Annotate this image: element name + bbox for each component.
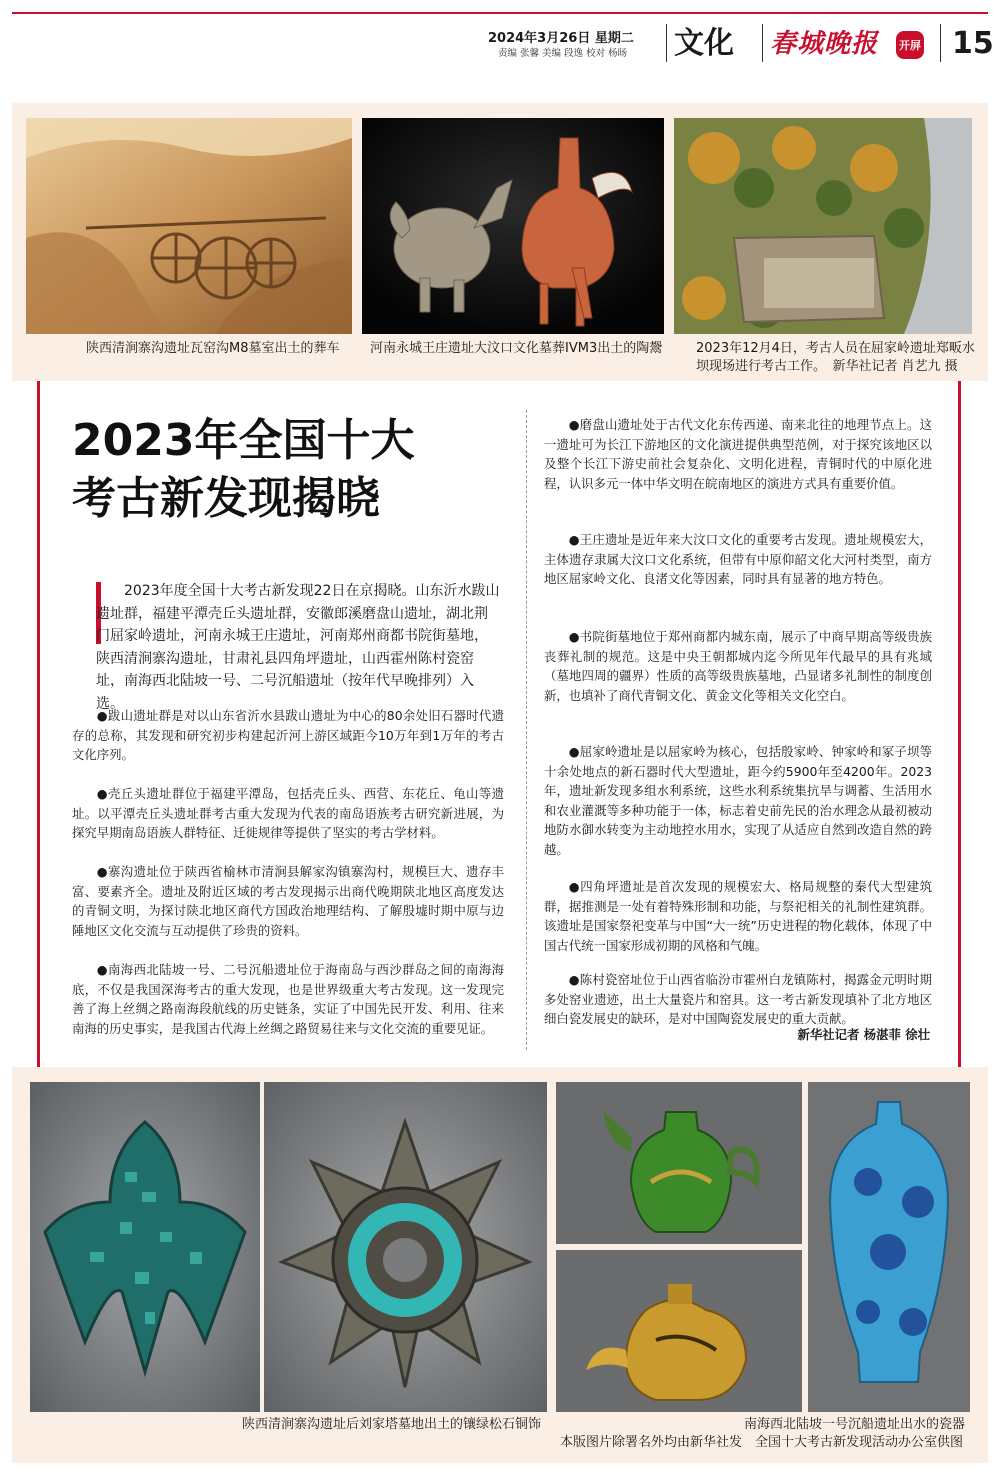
masthead-divider <box>940 24 941 62</box>
article-paragraph: ●屈家岭遗址是以屈家岭为核心，包括殷家岭、钟家岭和冢子坝等十余处地点的新石器时代大型遗址，距今约5900年至4200年。2023年，遗址新发现多组水利系统，这些水利系统集抗旱与调蓄、生活用水和农业灌溉等多种功能于一体，标志着史前先民的治水理念从最初被动地防水御水转变为主动地控水用水，实现了从适应自然到改造自然的跨越。 <box>544 744 932 857</box>
photo-qujialing-site <box>674 118 972 334</box>
bottom-photo-caption: 南海西北陆坡一号沉船遗址出水的瓷器 <box>744 1417 966 1432</box>
article-frame-right <box>958 381 961 1067</box>
issue-date: 2024年3月26日 星期二 <box>488 31 634 46</box>
photo-credit: 本版图片除署名外均由新华社发 全国十大考古新发现活动办公室供图 <box>560 1435 964 1450</box>
section-title: 文化 <box>674 26 734 61</box>
article-paragraph: ●南海西北陆坡一号、二号沉船遗址位于海南岛与西沙群岛之间的南海海底，不仅是我国深海考古的重大发现，也是世界级重大考古发现。这一发现完善了海上丝绸之路南海段航线的历史链条，实证了中国先民开发、利用、往来南海的历史事实，是我国古代海上丝绸之路贸易往来与文化交流的重要见证。 <box>72 962 504 1036</box>
masthead-divider <box>762 24 763 62</box>
article-paragraph: ●书院街墓地位于郑州商都内城东南，展示了中商早期高等级贵族丧葬礼制的规范。这是中央王朝都城内迄今所见年代最早的具有兆域（墓地四周的疆界）性质的高等级贵族墓地，凸显诸多礼制性的制度创新，也填补了商代青铜文化、黄金文化等相关文化空白。 <box>544 629 932 703</box>
article-paragraph: ●寨沟遗址位于陕西省榆林市清涧县解家沟镇寨沟村，规模巨大、遗存丰富、要素齐全。遗址及附近区域的考古发现揭示出商代晚期陕北地区高度发达的青铜文明，为探讨陕北地区商代方国政治地理结构、了解殷墟时期中原与边陲地区文化交流与互动提供了珍贵的资料。 <box>72 864 504 938</box>
article-paragraph: ●四角坪遗址是首次发现的规模宏大、格局规整的秦代大型建筑群，据推测是一处有着特殊形制和功能，与祭祀相关的礼制性建筑群。该遗址是国家祭祀变革与中国“大一统”历史进程的物化载体，体现了中国古代统一国家形成初期的风格和气魄。 <box>544 879 932 953</box>
photo-green-glaze-ewer <box>556 1082 802 1244</box>
top-rule <box>12 12 988 14</box>
app-seal-icon: 开屏 <box>896 31 924 59</box>
article-frame-left <box>37 381 40 1067</box>
article-headline <box>72 412 512 528</box>
headline-line: 考古新发现揭晓 <box>72 473 380 524</box>
editor-credits: 责编 张馨 美编 段逸 校对 杨旸 <box>498 48 628 59</box>
photo-blue-meiping-vase <box>808 1082 970 1412</box>
headline-line: 2023年全国十大 <box>72 415 415 466</box>
top-photo-caption: 2023年12月4日，考古人员在屈家岭遗址郑畈水坝现场进行考古工作。 新华社记者 肖艺九 摄 <box>696 341 975 374</box>
article-paragraph: ●磨盘山遗址处于古代文化东传西递、南来北往的地理节点上。这一遗址可为长江下游地区的文化演进提供典型范例，对于探究该地区以及整个长江下游史前社会复杂化、文明化进程，青铜时代的中原化进程，认识多元一体中华文明在皖南地区的演进方式具有重要价值。 <box>544 417 932 491</box>
top-photo-caption: 河南永城王庄遗址大汶口文化墓葬IVM3出土的陶鬶 <box>370 341 663 356</box>
article-paragraph: ●跋山遗址群是对以山东省沂水县跋山遗址为中心的80余处旧石器时代遗存的总称，其发现和研究初步构建起沂河上游区域距今10万年到1万年的考古文化序列。 <box>72 708 504 763</box>
article-lead: 2023年度全国十大考古新发现22日在京揭晓。山东沂水跋山遗址群，福建平潭壳丘头遗址群，安徽郎溪磨盘山遗址，湖北荆门屈家岭遗址，河南永城王庄遗址，河南郑州商都书院街墓地，陕西清涧寨沟遗址，甘肃礼县四角坪遗址，山西霍州陈村瓷窑址，南海西北陆坡一号、二号沉船遗址（按年代早晚排列）入选。 <box>96 583 500 712</box>
reporter-credit: 新华社记者 杨湛菲 徐壮 <box>797 1027 930 1042</box>
top-photo-caption: 陕西清涧寨沟遗址瓦窑沟M8墓室出土的葬车 <box>86 341 340 356</box>
bottom-photo-caption: 陕西清涧寨沟遗址后刘家塔墓地出土的镶绿松石铜饰 <box>242 1417 542 1432</box>
page-number: 15 <box>952 26 994 61</box>
article-paragraph: ●壳丘头遗址群位于福建平潭岛，包括壳丘头、西营、东花丘、龟山等遗址。以平潭壳丘头遗址群考古重大发现为代表的南岛语族考古研究新进展，为探究早期南岛语族人群特征、迁徙规律等提供了坚实的考古学材料。 <box>72 786 504 841</box>
photo-pottery-gui <box>362 118 664 334</box>
photo-elephant-teapot <box>556 1250 802 1412</box>
column-divider <box>526 410 527 1050</box>
article-paragraph: ●王庄遗址是近年来大汶口文化的重要考古发现。遗址规模宏大，主体遗存隶属大汶口文化系统，但带有中原仰韶文化大河村类型，南方地区屈家岭文化、良渚文化等因素，同时具有显著的地方特色。 <box>544 532 932 587</box>
photo-burial-chariot <box>26 118 352 334</box>
newspaper-logo: 春城晚报 <box>770 29 879 59</box>
article-paragraph: ●陈村瓷窑址位于山西省临汾市霍州白龙镇陈村，揭露金元明时期多处窑业遗迹，出土大量瓷片和窑具。这一考古新发现填补了北方地区细白瓷发展史的缺环，是对中国陶瓷发展史的重大贡献。 <box>544 972 932 1027</box>
masthead-divider <box>666 24 667 62</box>
photo-turquoise-star-ornament <box>264 1082 547 1412</box>
photo-turquoise-bird-ornament <box>30 1082 260 1412</box>
